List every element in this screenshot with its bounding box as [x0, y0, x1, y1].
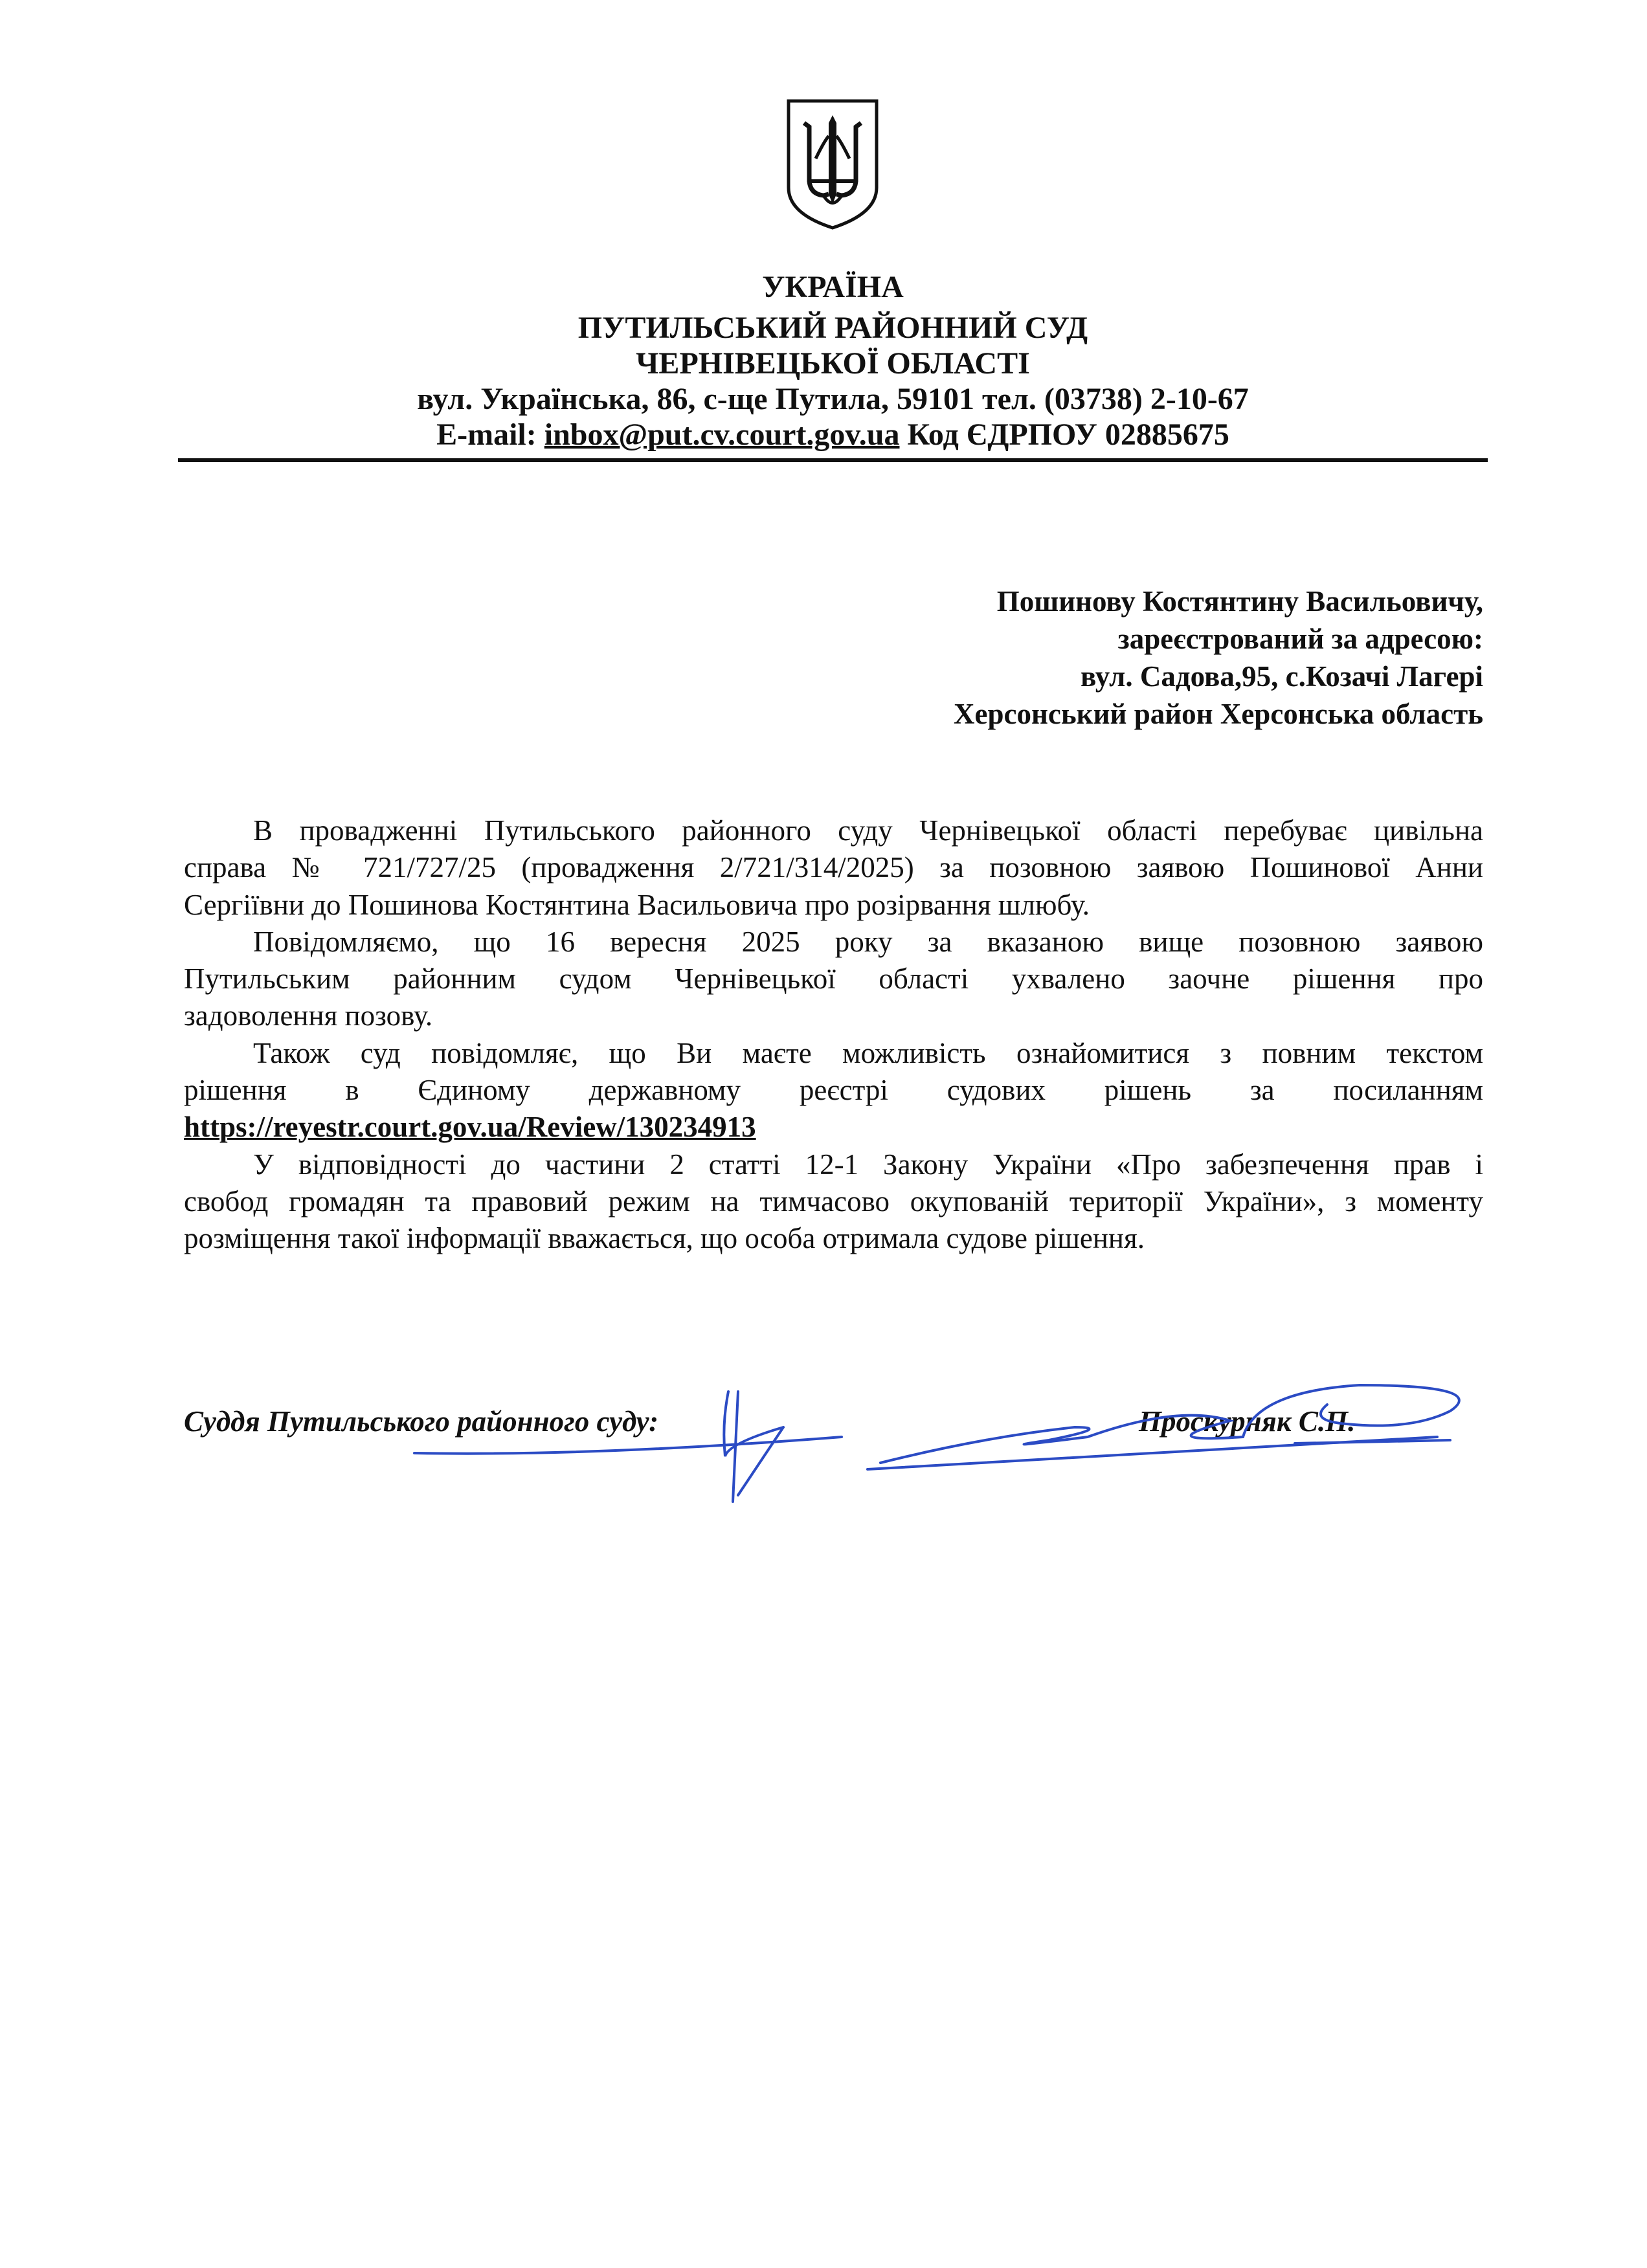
body-line — [184, 1109, 1483, 1146]
recipient-registered: зареєстрований за адресою: — [1117, 623, 1483, 655]
body-line: задоволення позову. — [184, 999, 433, 1032]
body-line: Повідомляємо, що 16 вересня 2025 року за вказаною вище позовною заявою — [253, 925, 1483, 958]
judge-name: Проскурняк С.П. — [1139, 1405, 1356, 1438]
recipient-street: вул. Садова,95, с.Козачі Лагері — [1081, 660, 1483, 693]
handwritten-signature — [401, 1366, 1502, 1521]
body-line: Путильським районним судом Чернівецької області ухвалено заочне рішення про — [184, 962, 1483, 995]
header-country: УКРАЇНА — [762, 270, 904, 304]
email-link[interactable]: inbox@put.cv.court.gov.ua — [544, 417, 900, 452]
registry-link[interactable]: https://reyestr.court.gov.ua/Review/130234913 — [184, 1111, 756, 1144]
header-contacts — [178, 414, 1488, 455]
body-line: У відповідності до частини 2 статті 12-1 Закону України «Про забезпечення прав і — [253, 1148, 1483, 1181]
body-line: рішення в Єдиному державному реєстрі судових рішень за посиланням — [184, 1074, 1483, 1107]
header-divider — [178, 458, 1488, 462]
header-court: ПУТИЛЬСЬКИЙ РАЙОННИЙ СУД — [577, 311, 1088, 345]
judge-role: Суддя Путильського районного суду: — [184, 1405, 659, 1438]
body-line: розміщення такої інформації вважається, що особа отримала судове рішення. — [184, 1222, 1145, 1255]
header-region: ЧЕРНІВЕЦЬКОЇ ОБЛАСТІ — [636, 346, 1030, 381]
recipient-name: Пошинову Костянтину Васильовичу, — [996, 585, 1483, 617]
trident-coat-of-arms-icon — [785, 97, 880, 230]
body-line: свобод громадян та правовий режим на тимчасово окупованій території України», з моменту — [184, 1184, 1483, 1217]
edrpou-code: Код ЄДРПОУ 02885675 — [899, 417, 1229, 452]
email-label: E-mail: — [436, 417, 544, 452]
header-address: вул. Українська, 86, с-ще Путила, 59101 тел. (03738) 2-10-67 — [417, 382, 1249, 416]
body-line: справа № 721/727/25 (провадження 2/721/314/2025) за позовною заявою Пошинової Анни — [184, 851, 1483, 884]
body-line: Також суд повідомляє, що Ви маєте можливість ознайомитися з повним текстом — [253, 1036, 1483, 1069]
body-line: Сергіївни до Пошинова Костянтина Васильовича про розірвання шлюбу. — [184, 888, 1090, 921]
recipient-district: Херсонський район Херсонська область — [954, 698, 1483, 730]
letter-body — [184, 812, 1483, 1258]
body-line: В провадженні Путильського районного суду Чернівецької області перебуває цивільна — [253, 814, 1483, 847]
